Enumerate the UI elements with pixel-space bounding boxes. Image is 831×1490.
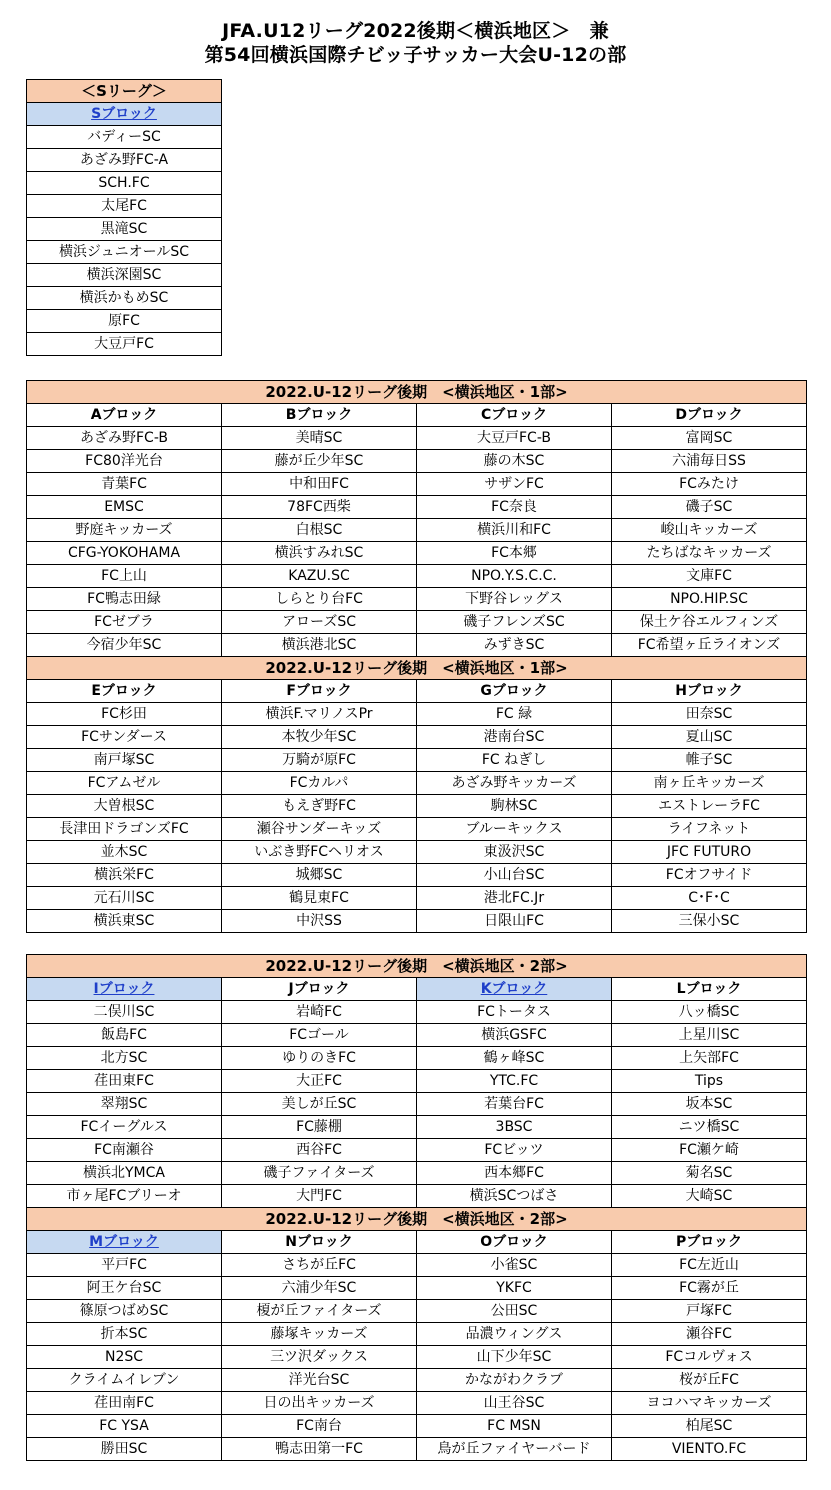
- team-cell: FC希望ヶ丘ライオンズ: [612, 634, 807, 657]
- block-header: Bブロック: [222, 404, 417, 427]
- team-cell: 横浜GSFC: [417, 1024, 612, 1047]
- team-cell: 大正FC: [222, 1070, 417, 1093]
- block-link[interactable]: Iブロック: [93, 981, 155, 997]
- team-cell: ゆりのきFC: [222, 1047, 417, 1070]
- team-cell: バディーSC: [27, 126, 222, 149]
- team-cell: VIENTO.FC: [612, 1438, 807, 1461]
- team-cell: 山下少年SC: [417, 1346, 612, 1369]
- team-cell: 大豆戸FC: [27, 333, 222, 356]
- team-cell: 若葉台FC: [417, 1093, 612, 1116]
- team-cell: 柏尾SC: [612, 1415, 807, 1438]
- team-cell: アローズSC: [222, 611, 417, 634]
- team-cell: 品濃ウィングス: [417, 1323, 612, 1346]
- team-cell: CFG-YOKOHAMA: [27, 542, 222, 565]
- table-row: [27, 841, 807, 864]
- table-row: [27, 1185, 807, 1208]
- team-cell: NPO.HIP.SC: [612, 588, 807, 611]
- table-row: [27, 473, 807, 496]
- table-row: [27, 1001, 807, 1024]
- team-cell: 中和田FC: [222, 473, 417, 496]
- team-cell: たちばなキッカーズ: [612, 542, 807, 565]
- team-cell: 夏山SC: [612, 726, 807, 749]
- team-cell: 日の出キッカーズ: [222, 1392, 417, 1415]
- team-cell: FC ねぎし: [417, 749, 612, 772]
- table-row: [27, 864, 807, 887]
- team-cell: 三ツ沢ダックス: [222, 1346, 417, 1369]
- table-row: [27, 795, 807, 818]
- team-cell: ブルーキックス: [417, 818, 612, 841]
- team-cell: 飯島FC: [27, 1024, 222, 1047]
- team-cell: FCアムゼル: [27, 772, 222, 795]
- team-cell: FC80洋光台: [27, 450, 222, 473]
- team-cell: 南戸塚SC: [27, 749, 222, 772]
- team-cell: 八ッ橋SC: [612, 1001, 807, 1024]
- table-row: [27, 611, 807, 634]
- team-cell: 榎が丘ファイターズ: [222, 1300, 417, 1323]
- team-cell: 坂本SC: [612, 1093, 807, 1116]
- team-cell: 峻山キッカーズ: [612, 519, 807, 542]
- team-cell: FCオフサイド: [612, 864, 807, 887]
- team-cell: 元石川SC: [27, 887, 222, 910]
- s-league-header: ＜Sリーグ＞: [27, 80, 222, 103]
- team-cell: 鶴ヶ峰SC: [417, 1047, 612, 1070]
- table-row: [27, 1346, 807, 1369]
- team-cell: 西本郷FC: [417, 1162, 612, 1185]
- table-row: [27, 1369, 807, 1392]
- table-row: [27, 818, 807, 841]
- group-header: 2022.U-12リーグ後期 <横浜地区・2部>: [27, 955, 807, 978]
- team-cell: 大崎SC: [612, 1185, 807, 1208]
- block-header[interactable]: [417, 978, 612, 1001]
- team-cell: 鴨志田第一FC: [222, 1438, 417, 1461]
- team-cell: 大曽根SC: [27, 795, 222, 818]
- team-cell: FC藤棚: [222, 1116, 417, 1139]
- team-cell: 小山台SC: [417, 864, 612, 887]
- team-cell: 藤が丘少年SC: [222, 450, 417, 473]
- block-header: Lブロック: [612, 978, 807, 1001]
- team-cell: 横浜深園SC: [27, 264, 222, 287]
- team-cell: 平戸FC: [27, 1254, 222, 1277]
- table-row: [27, 1300, 807, 1323]
- league-table-1bu: [26, 380, 807, 933]
- table-row: [27, 1093, 807, 1116]
- team-cell: 港北FC.Jr: [417, 887, 612, 910]
- team-cell: FCトータス: [417, 1001, 612, 1024]
- team-cell: 78FC西柴: [222, 496, 417, 519]
- team-cell: 今宿少年SC: [27, 634, 222, 657]
- group-header: 2022.U-12リーグ後期 <横浜地区・2部>: [27, 1208, 807, 1231]
- team-cell: 荏田東FC: [27, 1070, 222, 1093]
- team-cell: FC本郷: [417, 542, 612, 565]
- team-cell: かながわクラブ: [417, 1369, 612, 1392]
- block-header: Eブロック: [27, 680, 222, 703]
- group-header: 2022.U-12リーグ後期 <横浜地区・1部>: [27, 381, 807, 404]
- table-row: [27, 195, 222, 218]
- team-cell: 横浜すみれSC: [222, 542, 417, 565]
- table-row: [27, 1162, 807, 1185]
- team-cell: 三保小SC: [612, 910, 807, 933]
- team-cell: 荏田南FC: [27, 1392, 222, 1415]
- team-cell: FCサンダース: [27, 726, 222, 749]
- team-cell: 本牧少年SC: [222, 726, 417, 749]
- block-header[interactable]: [27, 1231, 222, 1254]
- team-cell: 市ヶ尾FCブリーオ: [27, 1185, 222, 1208]
- team-cell: クライムイレブン: [27, 1369, 222, 1392]
- team-cell: 岩崎FC: [222, 1001, 417, 1024]
- team-cell: 駒林SC: [417, 795, 612, 818]
- table-row: [27, 450, 807, 473]
- team-cell: 田奈SC: [612, 703, 807, 726]
- team-cell: しらとり台FC: [222, 588, 417, 611]
- table-row: [27, 1277, 807, 1300]
- team-cell: 小雀SC: [417, 1254, 612, 1277]
- team-cell: YTC.FC: [417, 1070, 612, 1093]
- table-row: [27, 1323, 807, 1346]
- team-cell: N2SC: [27, 1346, 222, 1369]
- page-title-line2: 第54回横浜国際チビッ子サッカー大会U-12の部: [204, 44, 627, 66]
- team-cell: 帷子SC: [612, 749, 807, 772]
- team-cell: EMSC: [27, 496, 222, 519]
- team-cell: 磯子SC: [612, 496, 807, 519]
- block-header[interactable]: [27, 978, 222, 1001]
- team-cell: 保土ケ谷エルフィンズ: [612, 611, 807, 634]
- s-league-table: [26, 79, 222, 356]
- team-cell: FC奈良: [417, 496, 612, 519]
- team-cell: 六浦毎日SS: [612, 450, 807, 473]
- team-cell: 磯子ファイターズ: [222, 1162, 417, 1185]
- team-cell: FC YSA: [27, 1415, 222, 1438]
- table-row: [27, 588, 807, 611]
- team-cell: エストレーラFC: [612, 795, 807, 818]
- team-cell: 横浜ジュニオールSC: [27, 241, 222, 264]
- team-cell: 富岡SC: [612, 427, 807, 450]
- team-cell: 文庫FC: [612, 565, 807, 588]
- page-title-line1: JFA.U12リーグ2022後期＜横浜地区＞ 兼: [222, 20, 609, 42]
- table-row: [27, 218, 222, 241]
- team-cell: いぶき野FCヘリオス: [222, 841, 417, 864]
- team-cell: 横浜F.マリノスPr: [222, 703, 417, 726]
- team-cell: FCビッツ: [417, 1139, 612, 1162]
- team-cell: YKFC: [417, 1277, 612, 1300]
- team-cell: ヨコハマキッカーズ: [612, 1392, 807, 1415]
- team-cell: 横浜栄FC: [27, 864, 222, 887]
- team-cell: 横浜かもめSC: [27, 287, 222, 310]
- league-table-2bu: [26, 954, 807, 1461]
- team-cell: あざみ野キッカーズ: [417, 772, 612, 795]
- team-cell: 翠翔SC: [27, 1093, 222, 1116]
- table-row: [27, 241, 222, 264]
- table-row: [27, 1254, 807, 1277]
- table-row: [27, 264, 222, 287]
- table-row: [27, 1047, 807, 1070]
- team-cell: 中沢SS: [222, 910, 417, 933]
- team-cell: 西谷FC: [222, 1139, 417, 1162]
- block-link[interactable]: Kブロック: [480, 981, 548, 997]
- team-cell: FC南瀬谷: [27, 1139, 222, 1162]
- team-cell: 山王谷SC: [417, 1392, 612, 1415]
- team-cell: C･F･C: [612, 887, 807, 910]
- team-cell: 洋光台SC: [222, 1369, 417, 1392]
- team-cell: 藤の木SC: [417, 450, 612, 473]
- team-cell: 青葉FC: [27, 473, 222, 496]
- team-cell: 港南台SC: [417, 726, 612, 749]
- team-cell: 東汲沢SC: [417, 841, 612, 864]
- team-cell: FC瀬ケ崎: [612, 1139, 807, 1162]
- team-cell: FC左近山: [612, 1254, 807, 1277]
- team-cell: 黒滝SC: [27, 218, 222, 241]
- block-header: Gブロック: [417, 680, 612, 703]
- block-header: Fブロック: [222, 680, 417, 703]
- table-row: [27, 634, 807, 657]
- team-cell: 万騎が原FC: [222, 749, 417, 772]
- team-cell: 菊名SC: [612, 1162, 807, 1185]
- team-cell: FC杉田: [27, 703, 222, 726]
- team-cell: 篠原つばめSC: [27, 1300, 222, 1323]
- block-header: Aブロック: [27, 404, 222, 427]
- team-cell: 横浜SCつばさ: [417, 1185, 612, 1208]
- s-block-link[interactable]: Sブロック: [91, 106, 157, 122]
- team-cell: 長津田ドラゴンズFC: [27, 818, 222, 841]
- team-cell: 横浜東SC: [27, 910, 222, 933]
- team-cell: 並木SC: [27, 841, 222, 864]
- team-cell: あざみ野FC-B: [27, 427, 222, 450]
- team-cell: 3BSC: [417, 1116, 612, 1139]
- table-row: [27, 1024, 807, 1047]
- table-row: [27, 126, 222, 149]
- team-cell: FCみたけ: [612, 473, 807, 496]
- block-header: Hブロック: [612, 680, 807, 703]
- team-cell: FCイーグルス: [27, 1116, 222, 1139]
- team-cell: KAZU.SC: [222, 565, 417, 588]
- table-row: [27, 427, 807, 450]
- team-cell: 磯子フレンズSC: [417, 611, 612, 634]
- team-cell: 南ヶ丘キッカーズ: [612, 772, 807, 795]
- team-cell: 阿王ケ台SC: [27, 1277, 222, 1300]
- team-cell: 横浜北YMCA: [27, 1162, 222, 1185]
- team-cell: 白根SC: [222, 519, 417, 542]
- team-cell: 大門FC: [222, 1185, 417, 1208]
- table-row: [27, 910, 807, 933]
- team-cell: FC 緑: [417, 703, 612, 726]
- table-row: [27, 1392, 807, 1415]
- table-row: [27, 1415, 807, 1438]
- team-cell: 美晴SC: [222, 427, 417, 450]
- table-row: [27, 310, 222, 333]
- team-cell: 戸塚FC: [612, 1300, 807, 1323]
- team-cell: 大豆戸FC-B: [417, 427, 612, 450]
- table-row: [27, 565, 807, 588]
- table-row: [27, 149, 222, 172]
- block-header: Jブロック: [222, 978, 417, 1001]
- team-cell: 横浜川和FC: [417, 519, 612, 542]
- team-cell: ライフネット: [612, 818, 807, 841]
- team-cell: 瀬谷FC: [612, 1323, 807, 1346]
- table-row: [27, 333, 222, 356]
- table-row: [27, 749, 807, 772]
- group-header: 2022.U-12リーグ後期 <横浜地区・1部>: [27, 657, 807, 680]
- team-cell: 横浜港北SC: [222, 634, 417, 657]
- team-cell: FCコルヴォス: [612, 1346, 807, 1369]
- block-header: Dブロック: [612, 404, 807, 427]
- team-cell: 城郷SC: [222, 864, 417, 887]
- block-header: Pブロック: [612, 1231, 807, 1254]
- team-cell: 桜が丘FC: [612, 1369, 807, 1392]
- block-header: Oブロック: [417, 1231, 612, 1254]
- team-cell: NPO.Y.S.C.C.: [417, 565, 612, 588]
- table-row: [27, 703, 807, 726]
- table-row: [27, 542, 807, 565]
- team-cell: あざみ野FC-A: [27, 149, 222, 172]
- table-row: [27, 1139, 807, 1162]
- s-block-link[interactable]: [27, 103, 222, 126]
- team-cell: 二俣川SC: [27, 1001, 222, 1024]
- team-cell: 下野谷レッグス: [417, 588, 612, 611]
- block-header: Cブロック: [417, 404, 612, 427]
- team-cell: 上矢部FC: [612, 1047, 807, 1070]
- team-cell: Tips: [612, 1070, 807, 1093]
- team-cell: 鳥が丘ファイヤーバード: [417, 1438, 612, 1461]
- team-cell: 美しが丘SC: [222, 1093, 417, 1116]
- block-header: Nブロック: [222, 1231, 417, 1254]
- table-row: [27, 772, 807, 795]
- team-cell: 原FC: [27, 310, 222, 333]
- team-cell: 北方SC: [27, 1047, 222, 1070]
- team-cell: 瀬谷サンダーキッズ: [222, 818, 417, 841]
- team-cell: みずきSC: [417, 634, 612, 657]
- team-cell: 折本SC: [27, 1323, 222, 1346]
- team-cell: 野庭キッカーズ: [27, 519, 222, 542]
- table-row: [27, 887, 807, 910]
- table-row: [27, 519, 807, 542]
- team-cell: 太尾FC: [27, 195, 222, 218]
- team-cell: FCカルパ: [222, 772, 417, 795]
- table-row: [27, 172, 222, 195]
- team-cell: もえぎ野FC: [222, 795, 417, 818]
- team-cell: さちが丘FC: [222, 1254, 417, 1277]
- team-cell: 勝田SC: [27, 1438, 222, 1461]
- team-cell: サザンFC: [417, 473, 612, 496]
- table-row: [27, 287, 222, 310]
- team-cell: 鶴見東FC: [222, 887, 417, 910]
- table-row: [27, 1438, 807, 1461]
- team-cell: FCゴール: [222, 1024, 417, 1047]
- team-cell: FC上山: [27, 565, 222, 588]
- team-cell: ニツ橋SC: [612, 1116, 807, 1139]
- block-link[interactable]: Mブロック: [89, 1234, 159, 1250]
- team-cell: SCH.FC: [27, 172, 222, 195]
- team-cell: 六浦少年SC: [222, 1277, 417, 1300]
- team-cell: FC鴨志田緑: [27, 588, 222, 611]
- team-cell: FC霧が丘: [612, 1277, 807, 1300]
- table-row: [27, 1070, 807, 1093]
- team-cell: 上星川SC: [612, 1024, 807, 1047]
- team-cell: FC南台: [222, 1415, 417, 1438]
- team-cell: 公田SC: [417, 1300, 612, 1323]
- team-cell: 藤塚キッカーズ: [222, 1323, 417, 1346]
- table-row: [27, 1116, 807, 1139]
- team-cell: FC MSN: [417, 1415, 612, 1438]
- table-row: [27, 726, 807, 749]
- team-cell: JFC FUTURO: [612, 841, 807, 864]
- team-cell: FCゼブラ: [27, 611, 222, 634]
- team-cell: 日限山FC: [417, 910, 612, 933]
- table-row: [27, 496, 807, 519]
